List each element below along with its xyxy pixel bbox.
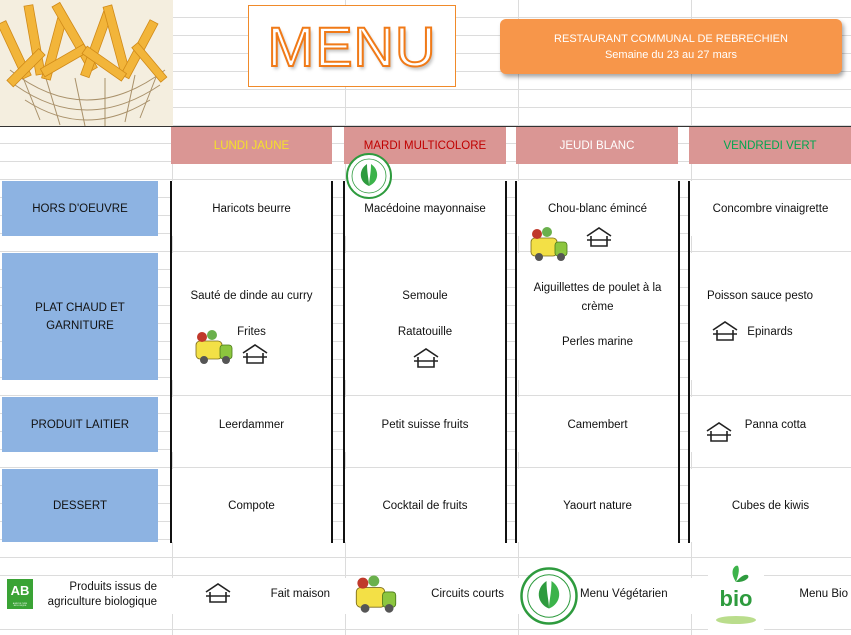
column-border (678, 181, 680, 543)
category-label-line2: GARNITURE (46, 319, 114, 332)
dish-text: Leerdammer (218, 418, 285, 431)
dish-text: Haricots beurre (212, 202, 291, 215)
cell-mardi-dessert (345, 469, 505, 542)
restaurant-name: RESTAURANT COMMUNAL DE REBRECHIEN (554, 32, 788, 45)
day-label-vendredi: VENDREDI VERT (723, 139, 817, 152)
legend-bio-line1: Produits issus de (69, 581, 157, 593)
category-hors-doeuvre (2, 181, 158, 236)
cell-vendredi-hors-doeuvre (690, 181, 851, 236)
fait-maison-icon (241, 343, 269, 368)
day-label-mardi: MARDI MULTICOLORE (363, 139, 487, 152)
category-label: PRODUIT LAITIER (30, 418, 130, 431)
dish-text: Semoule (402, 290, 448, 302)
dish-text-line1: Aiguillettes de poulet à la (533, 282, 662, 294)
fait-maison-icon (711, 320, 739, 345)
produits-du-coin-icon (192, 325, 236, 370)
vegetarian-leaf-icon (345, 152, 393, 200)
category-label-line1: PLAT CHAUD ET (35, 301, 125, 314)
dish-text: Cocktail de fruits (382, 499, 468, 512)
legend-bio-line2: agriculture biologique (47, 596, 157, 608)
category-label: HORS D'OEUVRE (32, 202, 128, 215)
fait-maison-icon (412, 347, 440, 372)
dish-text: Camembert (567, 418, 628, 431)
category-label: DESSERT (52, 499, 108, 512)
cell-lundi-dessert (172, 469, 331, 542)
cell-jeudi-plat (517, 253, 678, 380)
legend-vegetarien: Menu Végétarien (580, 588, 668, 600)
vegetarian-badge (345, 152, 393, 200)
dish-text: Concombre vinaigrette (712, 202, 829, 215)
cell-mardi-laitier (345, 397, 505, 452)
week-label: Semaine du 23 au 27 mars (604, 48, 738, 61)
dish-text: Ratatouille (397, 326, 453, 338)
cell-jeudi-laitier (517, 397, 678, 452)
vegetarian-leaf-icon (519, 566, 579, 626)
day-label-jeudi: JEUDI BLANC (559, 139, 635, 152)
dish-text: Cubes de kiwis (731, 499, 810, 512)
dish-text-line2: crème (581, 301, 614, 313)
column-border (331, 181, 333, 543)
fries-image (0, 0, 173, 126)
cell-vendredi-dessert (690, 469, 851, 542)
legend-vegetarian-badge (519, 566, 579, 629)
legend-menu-bio: Menu Bio (799, 588, 848, 600)
dish-text: Chou-blanc émincé (547, 202, 648, 215)
ab-logo (7, 579, 33, 609)
category-produit-laitier (2, 397, 158, 452)
fait-maison-icon (705, 421, 733, 446)
cell-lundi-hors-doeuvre (172, 181, 331, 236)
ab-logo-small-text: AGRICULTURE BIOLOGIQUE (12, 603, 28, 607)
legend-fait-maison: Fait maison (270, 588, 330, 600)
column-border (505, 181, 507, 543)
bio-logo-text: bio (719, 586, 753, 611)
menu-title: MENU (267, 14, 437, 78)
legend-circuits-courts: Circuits courts (431, 588, 504, 600)
cell-vendredi-plat (690, 253, 851, 380)
dish-text: Frites (237, 326, 266, 338)
dish-text: Perles marine (562, 336, 633, 348)
day-header-vendredi (689, 127, 851, 164)
legend-fait-maison-icon (204, 582, 232, 607)
dish-text: Yaourt nature (563, 499, 632, 512)
restaurant-banner (500, 19, 842, 74)
day-header-lundi (171, 127, 332, 164)
day-header-jeudi (516, 127, 678, 164)
menu-title-box (248, 5, 456, 87)
produits-du-coin-icon (527, 222, 571, 267)
dish-text: Macédoine mayonnaise (364, 202, 486, 215)
dish-text: Panna cotta (744, 418, 807, 431)
dish-text: Epinards (747, 326, 793, 338)
day-label-lundi: LUNDI JAUNE (213, 139, 290, 152)
dish-text: Sauté de dinde au curry (190, 290, 313, 302)
dish-text: Poisson sauce pesto (706, 290, 814, 302)
bio-logo (708, 560, 764, 632)
cell-jeudi-dessert (517, 469, 678, 542)
fries-photo (0, 0, 173, 126)
category-dessert (2, 469, 158, 542)
ab-logo-text: AB (10, 582, 30, 598)
cell-lundi-laitier (172, 397, 331, 452)
category-plat-chaud (2, 253, 158, 380)
dish-text: Petit suisse fruits (381, 418, 469, 431)
fait-maison-icon (585, 226, 613, 251)
legend-bio-label (33, 580, 157, 610)
legend-produits-du-coin-icon (350, 570, 402, 619)
dish-text: Compote (228, 499, 275, 512)
